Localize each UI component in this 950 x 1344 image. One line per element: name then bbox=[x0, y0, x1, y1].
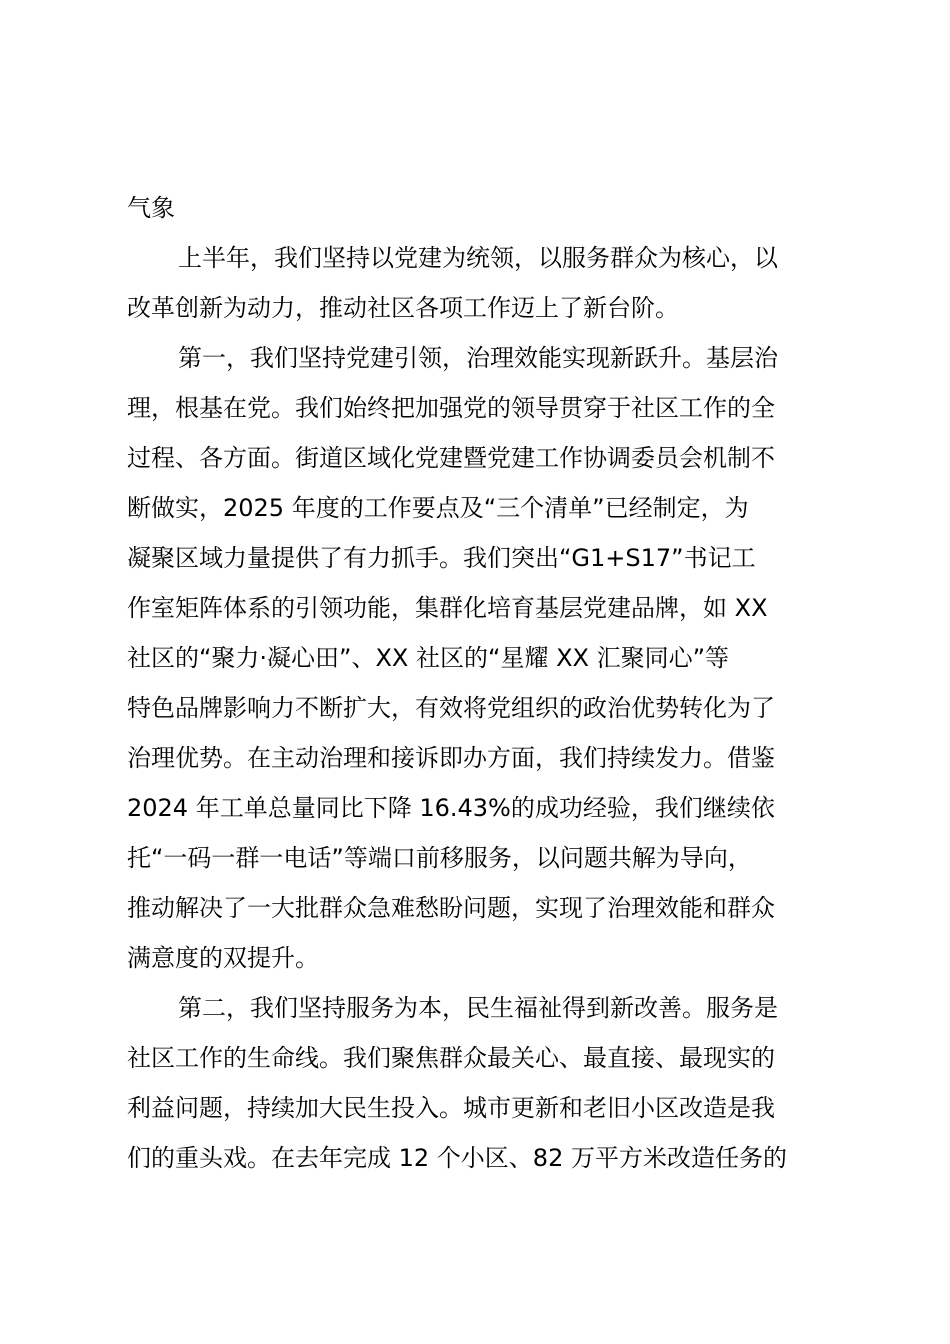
text-line: 气象 bbox=[127, 194, 175, 222]
text-line: 断做实，2025 年度的工作要点及“三个清单”已经制定，为 bbox=[127, 494, 749, 522]
paragraph-continuation bbox=[127, 183, 833, 233]
text-line: 托“一码一群一电话”等端口前移服务，以问题共解为导向， bbox=[127, 844, 752, 872]
document-page bbox=[127, 183, 833, 1183]
text-line: 2024 年工单总量同比下降 16.43%的成功经验，我们继续依 bbox=[127, 794, 775, 822]
text-line: 社区工作的生命线。我们聚焦群众最关心、最直接、最现实的 bbox=[127, 1044, 775, 1072]
text-line: 第二，我们坚持服务为本，民生福祉得到新改善。服务是 bbox=[178, 994, 778, 1022]
text-line: 满意度的双提升。 bbox=[127, 944, 319, 972]
text-line: 上半年，我们坚持以党建为统领，以服务群众为核心，以 bbox=[178, 244, 778, 272]
text-line: 特色品牌影响力不断扩大，有效将党组织的政治优势转化为了 bbox=[127, 694, 775, 722]
text-line: 第一，我们坚持党建引领，治理效能实现新跃升。基层治 bbox=[178, 344, 778, 372]
text-line: 改革创新为动力，推动社区各项工作迈上了新台阶。 bbox=[127, 294, 679, 322]
text-line: 作室矩阵体系的引领功能，集群化培育基层党建品牌，如 XX bbox=[127, 594, 768, 622]
text-line: 推动解决了一大批群众急难愁盼问题，实现了治理效能和群众 bbox=[127, 894, 775, 922]
text-line: 治理优势。在主动治理和接诉即办方面，我们持续发力。借鉴 bbox=[127, 744, 775, 772]
paragraph-second bbox=[127, 983, 833, 1183]
text-line: 利益问题，持续加大民生投入。城市更新和老旧小区改造是我 bbox=[127, 1094, 775, 1122]
paragraph-first bbox=[127, 333, 833, 983]
text-line: 过程、各方面。街道区域化党建暨党建工作协调委员会机制不 bbox=[127, 444, 775, 472]
text-line: 社区的“聚力·凝心田”、XX 社区的“星耀 XX 汇聚同心”等 bbox=[127, 644, 730, 672]
text-line: 们的重头戏。在去年完成 12 个小区、82 万平方米改造任务的 bbox=[127, 1144, 787, 1172]
text-line: 凝聚区域力量提供了有力抓手。我们突出“G1+S17”书记工 bbox=[127, 544, 756, 572]
paragraph-intro bbox=[127, 233, 833, 333]
text-line: 理，根基在党。我们始终把加强党的领导贯穿于社区工作的全 bbox=[127, 394, 775, 422]
